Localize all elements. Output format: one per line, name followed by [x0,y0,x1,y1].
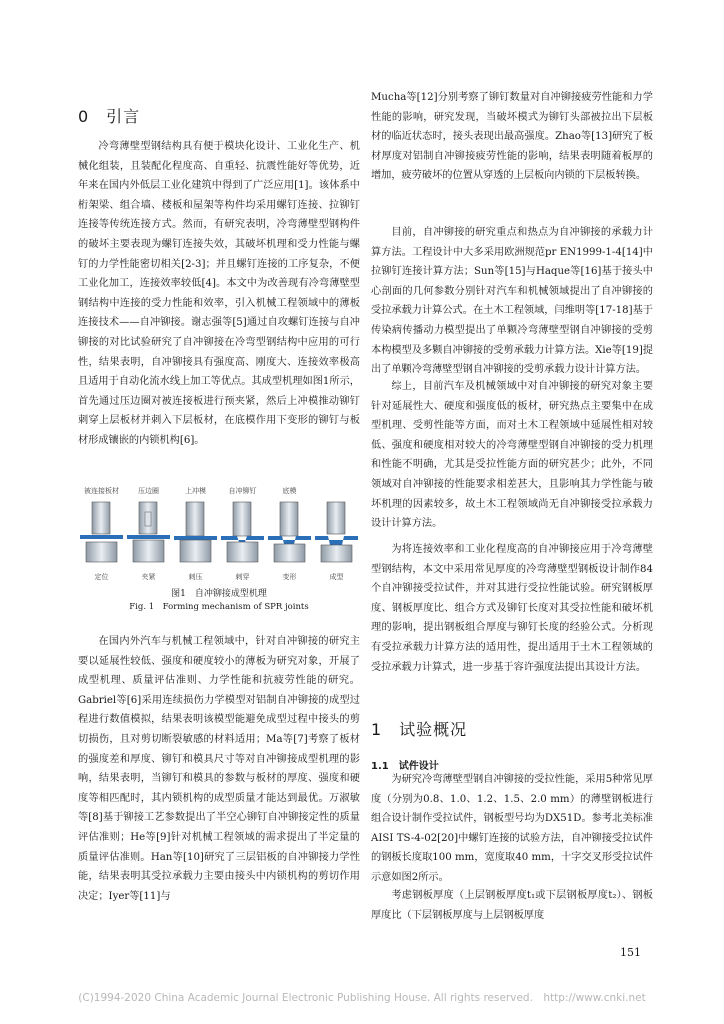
stage-6 [315,502,358,562]
stage-4 [221,502,264,562]
fig-label-bottom: 刺穿 [235,573,250,581]
spr-forming-stages-diagram [78,498,360,568]
figure-1-caption-en: Fig. 1 Forming mechanism of SPR joints [129,602,309,612]
page-number: 151 [620,946,641,959]
stage-5 [268,502,311,562]
intro-paragraph-1: 冷弯薄壁型钢结构具有便于模块化设计、工业化生产、机械化组装，且装配化程度高、自重轻、抗震性能好等优势，近年来在国内外低层工业化建筑中得到了广泛应用[1]。该体系中桁架梁、组合墙、楼板和屋架等构件均采用螺钉连接、拉铆钉连接等传统连接方式。然而，有研究表明，冷弯薄壁型钢构件的破坏主要表现为螺钉连接失效，其破坏机理和受力性能与螺钉的力学性能密切相关[2-3]；并且螺钉连接的工序复杂，不便工业化加工，连接效率较低[4]。本文中为改善现有冷弯薄壁型钢结构中连接的受力性能和效率，引入机械工程领域中的薄板连接技术——自冲铆接。谢志强等[5]通过自攻螺钉连接与自冲铆接的对比试验研究了自冲铆接在冷弯型钢结构中应用的可行性，结果表明，自冲铆接具有强度高、刚度大、连接效率极高且适用于自动化流水线上加工等优点。其成型机理如图1所示，首先通过压边圈对被连接板进行预夹紧，然后上冲模推动铆钉刺穿上层板材并刺入下层板材，在底模作用下变形的铆钉与板材形成镶嵌的内锁机构[6]。 [78,141,360,446]
section-0-title: 0 引言 [78,107,141,126]
copyright-footer: (C)1994-2020 China Academic Journal Electronic Publishing House. All rights reserved. http://www.cnki.net [78,992,646,1004]
intro-paragraph-3: Mucha等[12]分别考察了铆钉数量对自冲铆接疲劳性能和力学性能的影响，研究发现，当破坏模式为铆钉头部被拉出下层板材的临近状态时，接头表现出最高强度。Zhao等[13]研究了板材厚度对铝制自冲铆接疲劳性能的影响，结果表明随着板厚的增加，疲劳破坏的位置从穿透的上层板向内锁的下层板转换。 [371,92,653,182]
fig-label-bottom: 刺压 [188,573,203,581]
fig-label-top [313,486,360,496]
fig-label-top: 被连接板材 [84,487,119,495]
intro-paragraph-4: 目前，自冲铆接的研究重点和热点为自冲铆接的承载力计算方法。工程设计中大多采用欧洲规范pr EN1999-1-4[14]中拉铆钉连接计算方法；Sun等[15]与Haque等[16]基于接头中心剖面的几何参数分别针对汽车和机械领域提出了自冲铆接的受拉承载力计算公式。在土木工程领域，闫维明等[17-18]基于传染病传播动力模型提出了单颗冷弯薄壁型钢自冲铆接的受剪本构模型及多颗自冲铆接的受剪承载力计算方法。Xie等[19]提出了单颗冷弯薄壁型钢自冲铆接的受剪承载力设计计算方法。 [371,227,653,376]
fig-label-bottom: 定位 [94,573,109,581]
figure-1-bottom-labels [78,572,360,582]
fig-label-top: 上冲模 [185,487,206,495]
stage-2 [127,502,170,562]
figure-1 [78,486,360,614]
intro-paragraph-5: 综上，目前汽车及机械领域中对自冲铆接的研究对象主要针对延展性大、硬度和强度低的板材，研究热点主要集中在成型机理、受剪性能等方面，而对土木工程领域中延展性相对较低、强度和硬度相对较大的冷弯薄壁型钢自冲铆接的受力机理和性能不明确，尤其是受拉性能方面的研究甚少；此外，不同领域对自冲铆接的性能要求相差甚大，且影响其力学性能与破坏机理的因素较多，故土木工程领域尚无自冲铆接受拉承载力设计计算方法。 [371,381,653,530]
fig-label-top: 底模 [282,487,297,495]
fig-label-top: 自冲铆钉 [228,487,257,495]
fig-label-bottom: 夹紧 [141,573,156,581]
figure-1-top-labels [78,486,360,496]
figure-1-caption-cn: 图1 自冲铆接成型机理 [171,589,267,599]
section-1-paragraph-2: 考虑钢板厚度（上层钢板厚度t₁或下层钢板厚度t₂）、钢板厚度比（下层钢板厚度与上层钢板厚度 [371,890,653,921]
fig-label-bottom: 变形 [282,573,297,581]
fig-label-top: 压边圈 [138,487,159,495]
stage-3 [174,502,217,562]
section-1-paragraph-1: 为研究冷弯薄壁型钢自冲铆接的受拉性能，采用5种常见厚度（分别为0.8、1.0、1.2、1.5、2.0 mm）的薄壁钢板进行组合设计制作受拉试件，钢板型号均为DX51D。参考北美标准AISI TS-4-02[20]中螺钉连接的试验方法，自冲铆接受拉试件的钢板长度取100 mm，宽度取40 mm，十字交叉形受拉试件示意如图2所示。 [371,774,653,883]
intro-paragraph-2: 在国内外汽车与机械工程领域中，针对自冲铆接的研究主要以延展性较低、强度和硬度较小的薄板为研究对象，开展了成型机理、质量评估准则、力学性能和抗疲劳性能的研究。Gabriel等[6]采用连续损伤力学模型对铝制自冲铆接的成型过程进行数值模拟，结果表明该模型能避免成型过程中接头的剪切损伤，且对剪切断裂敏感的材料适用；Ma等[7]考察了板材的强度差和厚度、铆钉和模具尺寸等对自冲铆接成型机理的影响，结果表明，当铆钉和模具的参数与板材的厚度、强度和硬度等相匹配时，其内锁机构的成型质量才能达到最优。万淑敏等[8]基于铆接工艺参数提出了半空心铆钉自冲铆接定性的质量评估准则；He等[9]针对机械工程领域的需求提出了半定量的质量评估准则。Han等[10]研究了三层铝板的自冲铆接力学性能，结果表明其受拉承载力主要由接头中内锁机构的剪切作用决定；Iyer等[11]与 [78,636,360,902]
fig-label-bottom: 成型 [329,573,344,581]
section-1-title: 1 试验概况 [371,720,468,739]
stage-1 [80,502,123,562]
subsection-1-1-title: 1.1 试件设计 [371,761,439,772]
intro-paragraph-6: 为将连接效率和工业化程度高的自冲铆接应用于冷弯薄壁型钢结构，本文中采用常见厚度的冷弯薄壁型钢板设计制作84个自冲铆接受拉试件，并对其进行受拉性能试验。研究钢板厚度、钢板厚度比、组合方式及铆钉长度对其受拉性能和破坏机理的影响，提出钢板组合厚度与铆钉长度的经验公式。分析现有受拉承载力计算方法的适用性，提出适用于土木工程领域的受拉承载力计算式，进一步基于容许强度法提出其设计方法。 [371,544,653,673]
